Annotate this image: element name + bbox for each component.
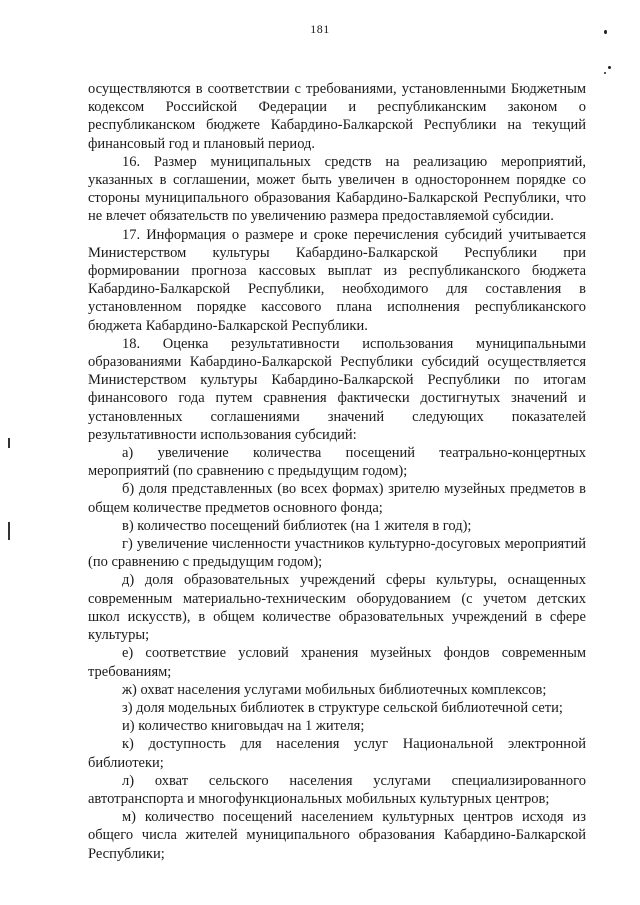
list-item-l: л) охват сельского населения услугами специализированного автотранспорта и многофункциональных мобильных культурных центров;	[88, 772, 586, 807]
list-item-v: в) количество посещений библиотек (на 1 жителя в год);	[122, 517, 472, 534]
scan-speck	[608, 66, 611, 69]
scan-speck	[604, 30, 607, 34]
scan-mark	[8, 438, 10, 448]
list-item-m: м) количество посещений населением культурных центров исходя из общего числа жителей муниципального образования Кабардино-Балкарской Республики;	[88, 809, 586, 862]
paragraph-17: 17. Информация о размере и сроке перечисления субсидий учитывается Министерством культуры Кабардино-Балкарской Республики при формировании прогноза кассовых выплат из республиканского бюджета Кабардино-Балкарской Республики, необходимого для составления в установленном порядке кассового плана исполнения республиканского бюджета Кабардино-Балкарской Республики.	[88, 226, 586, 334]
list-item-e: е) соответствие условий хранения музейных фондов современным требованиям;	[88, 645, 586, 680]
list-item-i: и) количество книговыдач на 1 жителя;	[122, 718, 365, 735]
list-item-a: а) увеличение количества посещений театрально-концертных мероприятий (по сравнению с предыдущим годом);	[88, 445, 586, 480]
paragraph-16: 16. Размер муниципальных средств на реализацию мероприятий, указанных в соглашении, может быть увеличен в одностороннем порядке со стороны муниципального образования Кабардино-Балкарской Республики, что не влечет обязательств по увеличению размера предоставляемой субсидии.	[88, 153, 586, 225]
paragraph-18: 18. Оценка результативности использования муниципальными образованиями Кабардино-Балкарской Республики субсидий осуществляется Министерством культуры Кабардино-Балкарской Республики по итогам финансового года путем сравнения фактически достигнутых значений и установленных соглашениями значений следующих показателей результативности использования субсидий:	[88, 335, 586, 443]
scan-speck	[604, 72, 606, 74]
document-body	[88, 80, 586, 863]
list-item-zh: ж) охват населения услугами мобильных библиотечных комплексов;	[122, 681, 547, 698]
list-item-b: б) доля представленных (во всех формах) зрителю музейных предметов в общем количестве предметов основного фонда;	[88, 481, 586, 516]
list-item-d: д) доля образовательных учреждений сферы культуры, оснащенных современным материально-техническим оборудованием (с учетом детских школ искусств), в общем количестве образовательных учреждений в сфере культуры;	[88, 572, 586, 644]
scan-mark	[8, 522, 10, 540]
list-item-z: з) доля модельных библиотек в структуре сельской библиотечной сети;	[122, 699, 563, 716]
list-item-k: к) доступность для населения услуг Национальной электронной библиотеки;	[88, 736, 586, 771]
paragraph-continuation: осуществляются в соответствии с требованиями, установленными Бюджетным кодексом Российской Федерации и республиканским законом о республиканском бюджете Кабардино-Балкарской Республики на текущий финансовый год и плановый период.	[88, 81, 586, 152]
page-number: 181	[310, 22, 330, 36]
list-item-g: г) увеличение численности участников культурно-досуговых мероприятий (по сравнению с предыдущим годом);	[88, 536, 586, 571]
